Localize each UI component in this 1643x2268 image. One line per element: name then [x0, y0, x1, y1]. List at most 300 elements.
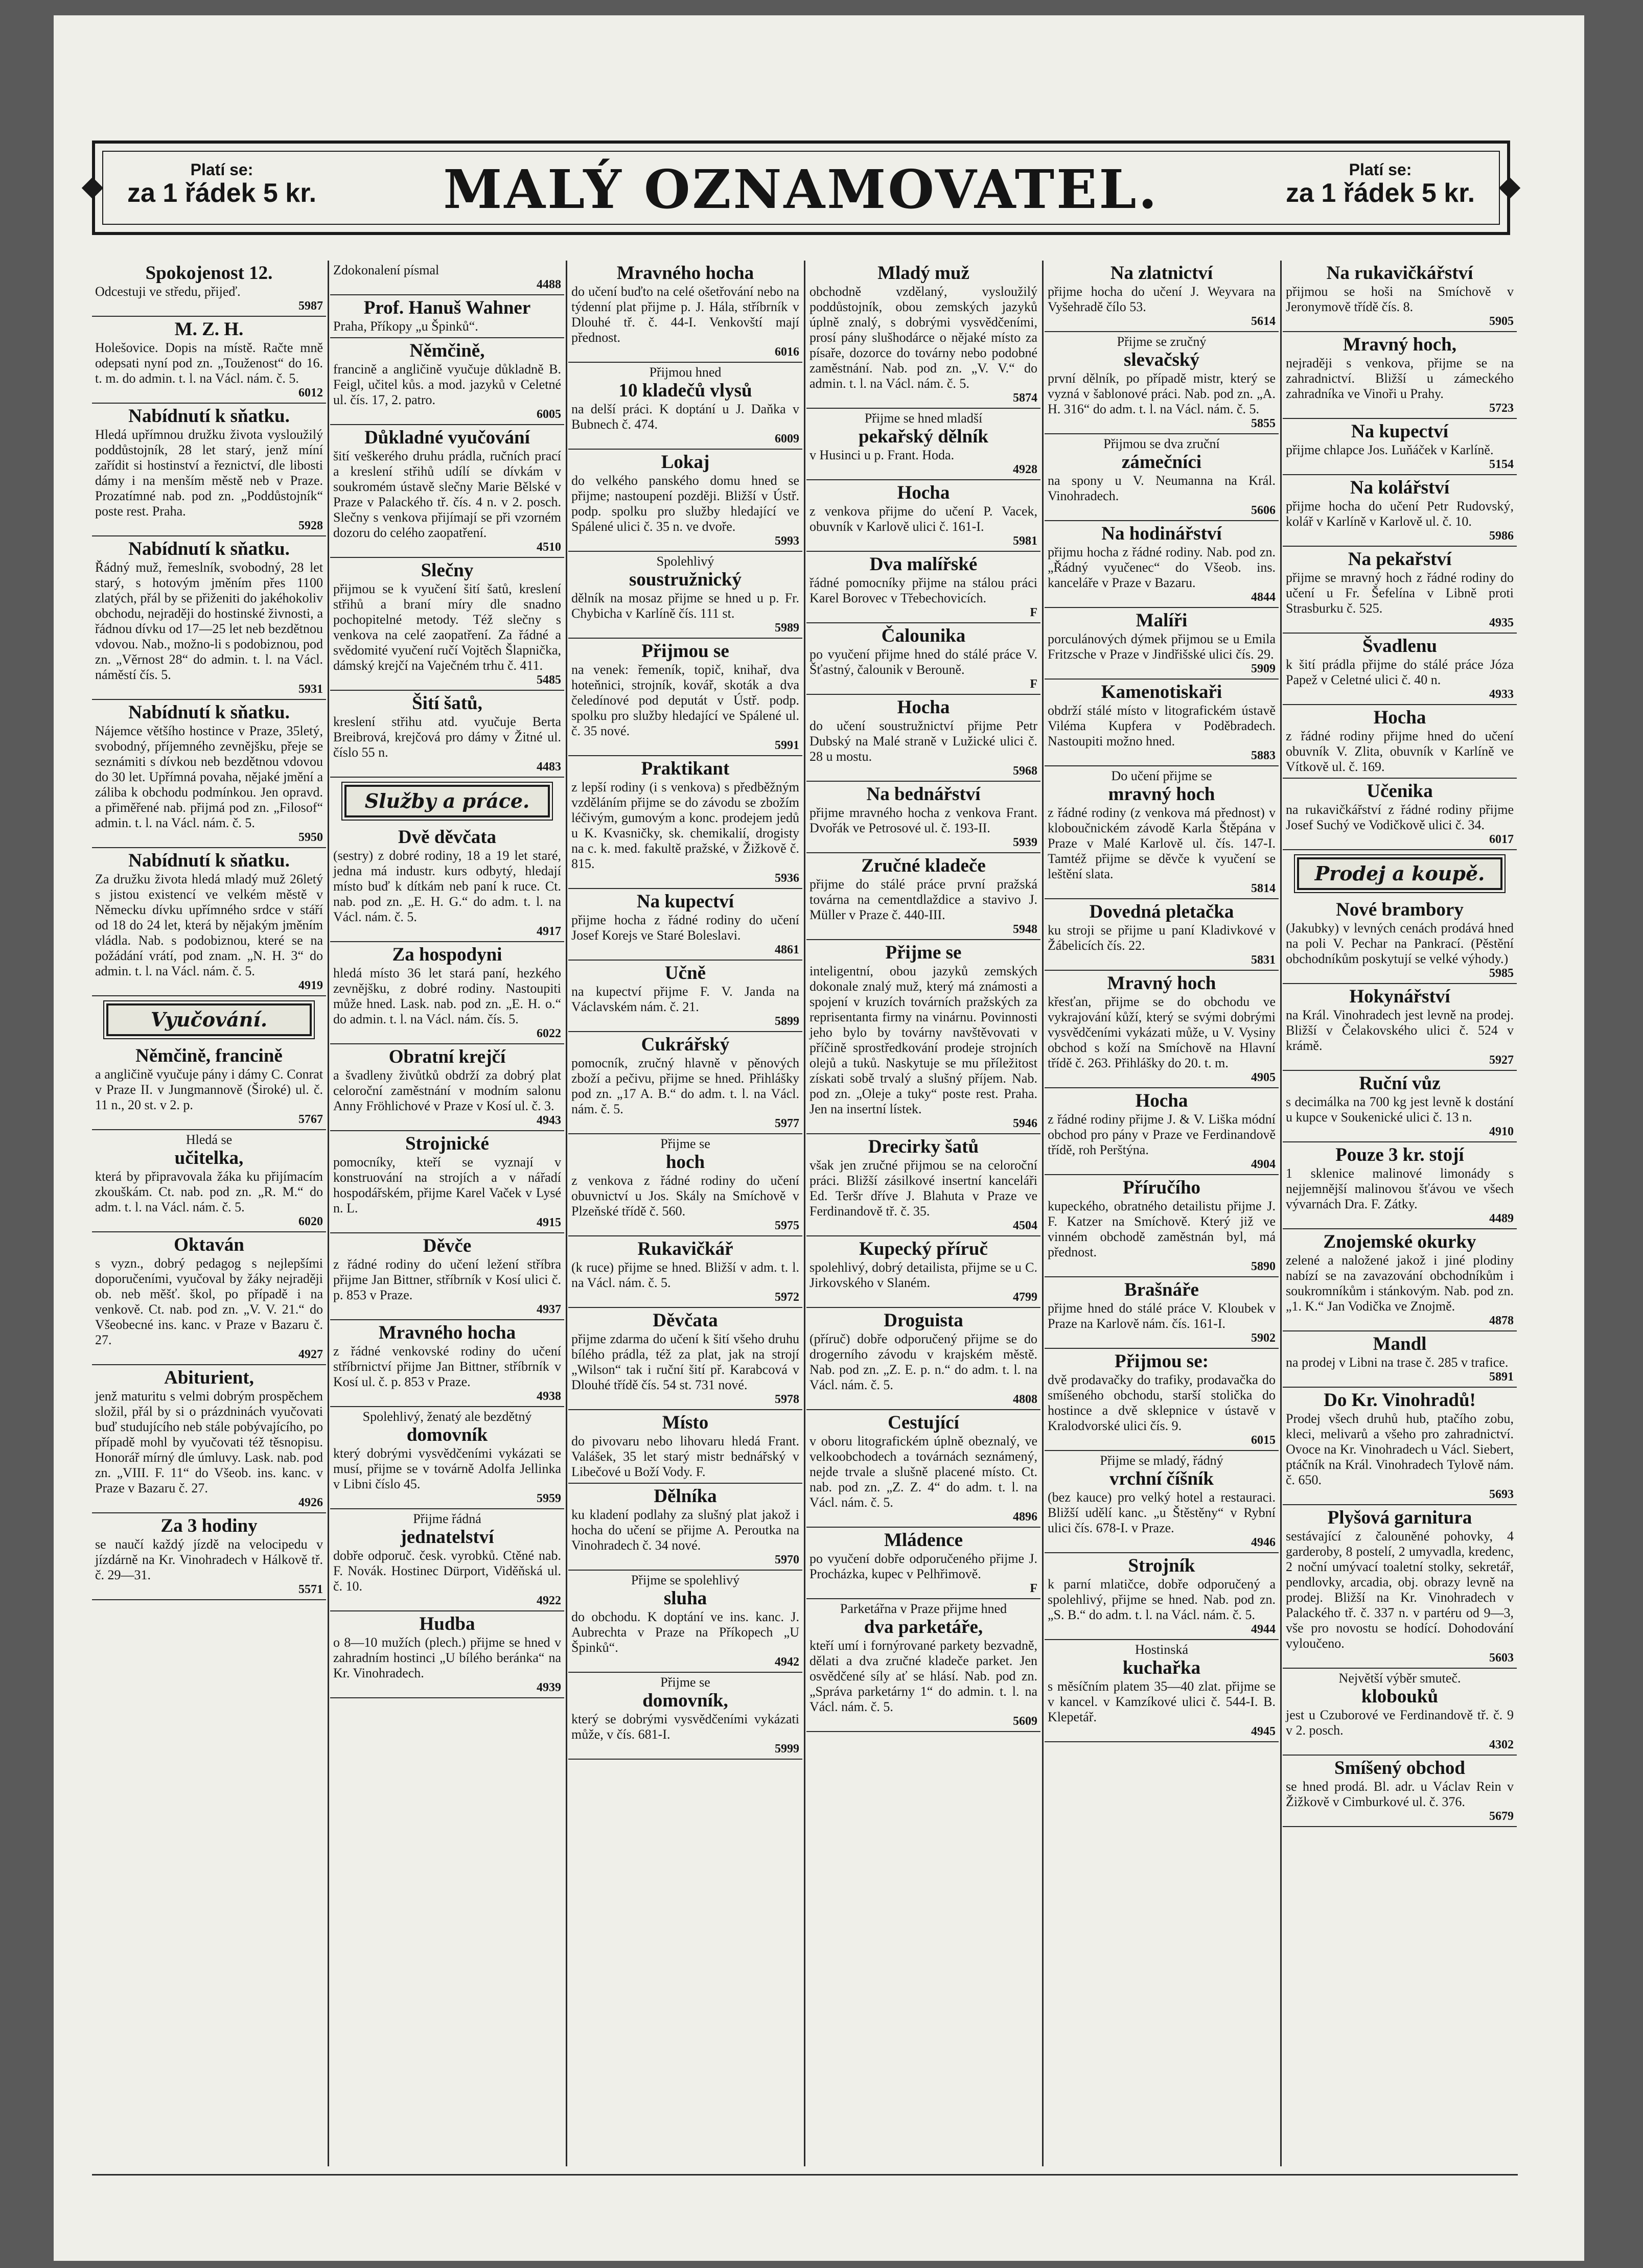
ad-text: křesťan, přijme se do obchodu ve vykrajování kůží, který se svými dobrými vysvědčeními vykázati může, u V. Vysiny obchod s koží na Smíchově na Hlavní třídě č. 263. Přihlášky do 20. t. m. [1048, 994, 1276, 1070]
classified-ad [330, 338, 564, 425]
classified-ad [806, 1134, 1040, 1236]
ad-text: do pivovaru nebo lihovaru hledá Frant. Valášek, 35 let starý mistr bednářský v Libečové u Boží Vody. F. [571, 1434, 799, 1479]
ad-text: z řádné rodiny přijme hned do učení obuvník V. Zlita, obuvník v Karlíně ve Vítkově ul. č. 169. [1286, 729, 1514, 774]
ad-heading: Na hodinářství [1101, 523, 1222, 544]
ad-heading: Dva malířské [869, 554, 978, 575]
ad-subheading: Přijmou hned [649, 365, 722, 380]
ad-text: v oboru litografickém úplně obeznalý, ve velkoobchodech a továrnách seznámený, nejde trvale a slušně placené místo. Ct. nab. pod zn. „Z. Z. 4“ do adm. t. l. na Václ. nám. č. 5. [809, 1434, 1037, 1510]
ad-heading: Pouze 3 kr. stojí [1335, 1144, 1464, 1165]
ad-heading: Hocha [1373, 707, 1426, 728]
ad-number: 6017 [1489, 833, 1514, 846]
classified-ad [1283, 1229, 1517, 1331]
classified-ad [330, 1320, 564, 1407]
ad-number: 6022 [537, 1027, 561, 1040]
classified-ad [1045, 766, 1279, 899]
ad-number: 4926 [298, 1496, 323, 1509]
ad-heading: Důkladné vyučování [364, 427, 530, 448]
classified-ad [806, 1599, 1040, 1732]
ad-number: 5891 [1489, 1370, 1514, 1384]
ad-number: 5679 [1489, 1810, 1514, 1823]
classified-ad [330, 558, 564, 691]
ad-text: 1 sklenice malinové limonády s nejjemnější malinovou šťávou ve všech vývarnách Dra. F. Zátky. [1286, 1166, 1514, 1211]
ad-text: do velkého panského domu hned se přijme; nastoupení později. Bližší v Ústř. podp. spolku pro služby hledající ve Spálené ulici č. 35 n. ve dvoře. [571, 473, 799, 534]
ad-subheading: Přijme se zručný [1117, 334, 1207, 349]
classified-ad [92, 536, 326, 700]
classified-ad [330, 942, 564, 1044]
ad-heading: Mravného hocha [378, 1322, 516, 1343]
ad-text: přijme mravného hocha z venkova Frant. Dvořák ve Petrosové ul. č. 193-II. [809, 805, 1037, 835]
classified-ad [92, 1043, 326, 1130]
masthead-frame [102, 151, 1500, 225]
price-note-left-line1: Platí se: [190, 160, 253, 179]
ad-text: ku stroji se přijme u paní Kladivkové v Žábelicích čís. 22. [1048, 923, 1276, 953]
ad-heading: Znojemské okurky [1323, 1231, 1476, 1252]
ad-heading: Hokynářství [1349, 986, 1450, 1007]
ad-text: který se dobrými vysvědčeními vykázati může, v čís. 681-I. [571, 1712, 799, 1742]
ad-heading: zámečníci [1121, 452, 1202, 473]
ad-number: 5977 [775, 1117, 799, 1130]
ad-number: 5883 [1251, 749, 1276, 762]
ad-number: 5855 [1251, 417, 1276, 430]
ad-number: 6012 [298, 386, 323, 400]
ad-heading: Přijme se [885, 942, 962, 963]
ad-number: 6005 [537, 408, 561, 421]
ad-text: nejraději s venkova, přijme se na zahradnictví. Bližší u zámeckého zahradníka ve Vinoři u Prahy. [1286, 356, 1514, 401]
column-rule [566, 261, 567, 2166]
ad-text: dobře odporuč. česk. vyrobků. Ctěné nab. F. Novák. Hostinec Dürport, Viděňská ul. č. 10. [333, 1548, 561, 1594]
ad-number: 5989 [775, 621, 799, 635]
section-title: MALÝ OZNAMOVATEL. [443, 158, 1159, 221]
ad-heading: Mladý muž [877, 263, 969, 284]
ad-text: do učení buďto na celé ošetřování nebo na týdenní plat přijme p. J. Hála, stříbrník v Dlouhé tř. č. 44-I. Venkovští mají přednost. [571, 284, 799, 345]
classified-ad [1045, 332, 1279, 434]
classified-ad [568, 1410, 802, 1484]
classified-ad [1283, 261, 1517, 332]
ad-text: k parní mlatičce, dobře odporučený a spolehlivý, přijme se hned. Nab. pod zn. „S. B.“ do adm. t. l. na Václ. nám. č. 5. [1048, 1577, 1276, 1622]
ad-heading: Učně [664, 963, 706, 984]
classified-ad [806, 480, 1040, 552]
column-6 [1283, 261, 1517, 2166]
column-rule [1280, 261, 1282, 2166]
ad-text: na Král. Vinohradech jest levně na prodej. Bližší v Čelakovského ulici č. 524 v krámě. [1286, 1008, 1514, 1053]
ad-text: francině a angličině vyučuje důkladně B. Feigl, učitel kůs. a mod. jazyků v Celetné ul. čís. 17, 2. patro. [333, 362, 561, 407]
ad-text: z venkova z řádné rodiny do učení obuvnictví u Jos. Skály na Smíchově v Plzeňské třídě č. 560. [571, 1173, 799, 1219]
classified-ad [806, 623, 1040, 695]
ad-heading: Čalounika [881, 625, 966, 646]
ad-number: 6016 [775, 345, 799, 359]
ad-text: Praha, Příkopy „u Špinků“. [333, 319, 478, 334]
ad-number: 4927 [298, 1348, 323, 1361]
ad-heading: M. Z. H. [174, 319, 244, 340]
ad-text: k šití prádla přijme do stálé práce Józa Papež v Celetné ulici č. 40 n. [1286, 657, 1514, 687]
classified-ad [330, 1611, 564, 1698]
classified-ad [568, 1236, 802, 1308]
ornament-left-icon [82, 177, 103, 198]
ad-text: hledá místo 36 let stará paní, hezkého zevnějšku, z dobré rodiny. Nastoupiti může hned. Lask. nab. pod zn. „E. H. o.“ do admin. t. l. na Václ. nám. čís. 5. [333, 966, 561, 1026]
ad-number: 4939 [537, 1681, 561, 1694]
classified-ad [1283, 1331, 1517, 1388]
ad-number: 5814 [1251, 882, 1276, 895]
ad-heading: kuchařka [1122, 1657, 1201, 1678]
ad-number: 4917 [537, 925, 561, 938]
ad-number: 6015 [1251, 1434, 1276, 1447]
ad-heading: Abiturient, [164, 1367, 254, 1388]
ad-text: přijme se mravný hoch z řádné rodiny do učení u Fr. Šefelína v Libně proti Strasburku č. 525. [1286, 570, 1514, 616]
ad-number: 4937 [537, 1303, 561, 1316]
ad-text: o 8—10 mužích (plech.) přijme se hned v zahradním hostinci „U bílého beránka“ na Kr. Vinohradech. [333, 1635, 561, 1680]
ad-heading: Děvčata [653, 1310, 718, 1331]
ad-number: F [1030, 677, 1037, 691]
ad-number: 5927 [1489, 1054, 1514, 1067]
ad-heading: Na rukavičkářství [1326, 263, 1473, 284]
classified-ad [1283, 984, 1517, 1071]
ad-text: v Husinci u p. Frant. Hoda. [809, 448, 955, 462]
ad-text: Hledá upřímnou družku života vysloužilý poddůstojník, 28 let starý, jenž míní zařídit si hostinství a řeznictví, dle libosti dámy i na menším městě neb v Praze. Prozatímné nab. pod zn. „Poddůstojník“ poste rest. Praha. [95, 427, 323, 519]
classified-ad [1283, 1756, 1517, 1827]
section-banner: Vyučování. [106, 1003, 312, 1036]
ad-subheading: Přijme se hned mladší [864, 411, 983, 426]
ad-text: do obchodu. K doptání ve ins. kanc. J. Aubrechta v Praze na Příkopech „U Špinků“. [571, 1609, 799, 1655]
classified-ad [568, 261, 802, 363]
classified-ad [1045, 261, 1279, 332]
column-rule [804, 261, 805, 2166]
ad-number: 4896 [1013, 1510, 1037, 1524]
ad-heading: Na bednářství [866, 784, 981, 805]
ad-heading: Na kolářství [1350, 477, 1450, 498]
ad-number: 4483 [537, 760, 561, 774]
ad-heading: Strojnické [405, 1133, 489, 1154]
ad-text: přijme zdarma do učení k šití všeho druhu bílého prádla, též za plat, jak na strojí „Wilson“ tak i ruční šití př. Karabcová v Dlouhé třídě čís. 54 st. 731 nové. [571, 1331, 799, 1392]
ad-heading: Smíšený obchod [1334, 1758, 1465, 1779]
ad-heading: Děvče [423, 1235, 472, 1256]
ad-heading: domovník [406, 1424, 488, 1445]
ad-heading: Mravného hocha [616, 263, 754, 284]
classified-ad [330, 1407, 564, 1509]
ad-heading: Za hospodyni [392, 944, 502, 965]
ad-heading: Hocha [897, 482, 950, 503]
classified-ad [330, 691, 564, 778]
ad-number: 4904 [1251, 1158, 1276, 1171]
ad-heading: Nabídnutí k sňatku. [128, 406, 290, 427]
ad-heading: Plyšová garnitura [1327, 1507, 1472, 1528]
ad-heading: Nabídnutí k sňatku. [128, 850, 290, 871]
ad-heading: Cukrářský [641, 1034, 730, 1055]
ad-text: z venkova přijme do učení P. Vacek, obuvník v Karlově ulici č. 161-I. [809, 504, 1037, 534]
ad-text: Řádný muž, řemeslník, svobodný, 28 let starý, s hotovým jměním přes 1100 zlatých, přál by se přiženiti do jakéhokoliv obchodu, nejraději do hostinské živnosti, a řádnou dívku od 17—25 let neb bezdětnou vdovou. Nab., možno-li s podobiznou, pod zn. „Věrnost 28“ do admin. t. l. na Václ. náměstí čís. 5. [95, 560, 323, 682]
ad-text: na delší práci. K doptání u J. Daňka v Bubnech č. 474. [571, 402, 799, 432]
ad-text: po vyučení přijme hned do stálé práce V. Šťastný, čalounik v Berouně. [809, 647, 1037, 677]
ad-number: 5905 [1489, 315, 1514, 328]
ad-number: 4905 [1251, 1071, 1276, 1084]
ad-heading: Zručné kladeče [861, 855, 986, 876]
ad-number: 5931 [298, 683, 323, 696]
ad-number: 5890 [1251, 1260, 1276, 1273]
classified-ad [568, 363, 802, 450]
ad-text: řádné pomocníky přijme na stálou práci Karel Borovec v Třebechovicích. [809, 575, 1037, 605]
ad-number: 5978 [775, 1393, 799, 1406]
classified-ad [568, 889, 802, 961]
ad-subheading: Přijme se [660, 1136, 710, 1151]
ad-number: 4504 [1013, 1219, 1037, 1232]
ad-number: F [1030, 1582, 1037, 1595]
ad-heading: Přijmou se: [1115, 1351, 1209, 1372]
classified-ad [568, 1673, 802, 1760]
ad-heading: vrchní číšník [1109, 1468, 1214, 1489]
ad-number: 5902 [1251, 1331, 1276, 1345]
classified-ad [1045, 608, 1279, 680]
ad-number: 4510 [537, 541, 561, 554]
ad-heading: sluha [663, 1588, 707, 1609]
ad-number: 5959 [537, 1492, 561, 1505]
classified-ad [92, 1365, 326, 1513]
ad-text: která by připravovala žáka ku přijímacím zkouškám. Ct. nab. pod zn. „R. M.“ do adm. t. l. na Václ. nám. č. 5. [95, 1169, 323, 1214]
ad-text: (bez kauce) pro velký hotel a restauraci. Bližší udělí kanc. „u Štěstěny“ v Rybní ulici čís. 678-I. v Praze. [1048, 1490, 1276, 1535]
ad-number: 5723 [1489, 402, 1514, 415]
price-note-left-line2: za 1 řádek 5 kr. [127, 178, 317, 208]
ad-heading: Mandl [1373, 1334, 1427, 1354]
ad-text: který dobrými vysvědčeními vykázati se musí, přijme se v továrně Adolfa Jellinka v Libni číslo 45. [333, 1446, 561, 1491]
ad-text: z řádné venkovské rodiny do učení stříbrnictví přijme Jan Bittner, stříbrník v Kosí ul. č. p. 853 v Praze. [333, 1344, 561, 1389]
ad-number: 4933 [1489, 688, 1514, 701]
ad-number: 5999 [775, 1742, 799, 1756]
ad-subheading: Hostinská [1135, 1642, 1188, 1657]
ad-heading: 10 kladečů vlysů [618, 380, 752, 401]
classified-ad [1283, 1505, 1517, 1669]
classified-ad [806, 782, 1040, 853]
ad-text: porculánových dýmek přijmou se u Emila Fritzsche v Praze v Jindřišské ulici čís. 29. [1048, 632, 1276, 662]
classified-ad [92, 1513, 326, 1600]
ad-heading: Hudba [419, 1614, 475, 1634]
ad-heading: Drecirky šatů [868, 1136, 979, 1157]
ad-heading: Rukavičkář [637, 1238, 733, 1259]
column-1 [92, 261, 326, 2166]
ad-text: kreslení střihu atd. vyučuje Berta Breibrová, krejčová pro dámy v Žitné ul. číslo 55 n. [333, 714, 561, 760]
ad-text: s decimálka na 700 kg jest levně k dostání u kupce v Soukenické ulici č. 13 n. [1286, 1094, 1514, 1125]
ad-heading: Brašnáře [1124, 1279, 1199, 1300]
classified-ad [1045, 680, 1279, 766]
ad-heading: Hocha [897, 697, 950, 718]
ad-text: přijmu hocha z řádné rodiny. Nab. pod zn. „Řádný vyučenec“ do Všeob. ins. kanceláře v Praze v Bazaru. [1048, 545, 1276, 590]
ad-text: na rukavičkářství z řádné rodiny přijme Josef Suchý ve Vodičkově ulici č. 34. [1286, 802, 1514, 832]
ad-number: 4928 [1013, 463, 1037, 476]
ad-number: 5693 [1489, 1488, 1514, 1501]
ad-number: 5948 [1013, 923, 1037, 936]
classified-ad [568, 961, 802, 1032]
ad-subheading: Hledá se [186, 1132, 233, 1147]
ad-heading: Slečny [421, 560, 474, 581]
ad-text: přijme hocha do učení Petr Rudovský, kolář v Karlíně v Karlově ul. č. 10. [1286, 499, 1514, 529]
ad-heading: Na pekařství [1348, 549, 1452, 570]
classified-ad [1045, 971, 1279, 1088]
classified-ad [330, 1044, 564, 1131]
price-note-right-line1: Platí se: [1349, 160, 1412, 179]
ad-text: po vyučení dobře odporučeného přijme J. Procházka, kupec v Pelhřimově. [809, 1551, 1037, 1581]
classified-ad [806, 261, 1040, 409]
ad-number: 5928 [298, 519, 323, 532]
classified-ad [806, 1528, 1040, 1599]
ad-heading: dva parketáře, [864, 1617, 983, 1638]
ad-heading: Droguista [884, 1310, 963, 1331]
ad-text: jenž maturitu s velmi dobrým prospěchem složil, přál by si o prázdninách vyučovati buď studujícího neb stále pobývajícího, po případě mohl by vyučovati též těsnopisu. Honorář mírný dle úmluvy. Lask. nab. pod zn. „VIII. F. 11“ do Všeob. ins. kanc. v Praze v Bazaru č. 27. [95, 1389, 323, 1495]
classified-ad [1283, 475, 1517, 547]
classified-ad [330, 295, 564, 338]
ad-number: 4942 [775, 1655, 799, 1669]
ad-number: 5991 [775, 739, 799, 752]
classified-ad [330, 1131, 564, 1233]
ad-subheading: Spolehlivý, ženatý ale bezdětný [362, 1409, 532, 1424]
ad-number: 4938 [537, 1390, 561, 1403]
classified-ad [568, 450, 802, 552]
classified-ad [1045, 1088, 1279, 1175]
ad-subheading: Spolehlivý [656, 554, 714, 569]
ad-number: 5899 [775, 1015, 799, 1028]
ad-number: 4943 [537, 1114, 561, 1127]
ad-text: na prodej v Libni na trase č. 285 v trafice. [1286, 1355, 1509, 1370]
ad-heading: učitelka, [174, 1148, 244, 1168]
classified-ad [92, 848, 326, 996]
classified-ad [1045, 1277, 1279, 1349]
classified-ad [1045, 1175, 1279, 1277]
ad-text: kupeckého, obratného detailistu přijme J. F. Katzer na Smíchově. Který již ve vinném obchodě zaměstnán byl, má přednost. [1048, 1199, 1276, 1259]
classified-ad [330, 1233, 564, 1320]
ad-heading: Učenika [1367, 781, 1433, 802]
ad-text: však jen zručné přijmou se na celoroční práci. Bližší zásilkové insertní kanceláři Ed. Teršr dříve J. Blahuta v Praze ve Ferdinandově tř. č. 35. [809, 1158, 1037, 1219]
ad-number: 6020 [298, 1215, 323, 1228]
ad-number: 5909 [1251, 662, 1276, 675]
ad-heading: Švadlenu [1362, 636, 1437, 657]
ad-heading: Nabídnutí k sňatku. [128, 539, 290, 559]
ad-subheading: Přijme řádná [413, 1511, 481, 1526]
classified-ad [1045, 521, 1279, 608]
classified-ad [1045, 899, 1279, 971]
ad-heading: Strojník [1128, 1555, 1195, 1576]
ad-number: 4489 [1489, 1212, 1514, 1225]
classified-ad [568, 1308, 802, 1410]
classified-ad [92, 1130, 326, 1232]
ad-text: přijme hocha do učení J. Weyvara na Vyšehradě čílo 53. [1048, 284, 1276, 314]
classified-ad [1045, 1553, 1279, 1640]
classified-ad [1045, 1349, 1279, 1451]
ad-text: Nájemce většího hostince v Praze, 35letý, svobodný, příjemného zevnějšku, přeje se seznámiti s dívkou neb bezdětnou vdovou do 30 let. Upřímná povaha, nějaké jmění a záliba k obchodu podmínkou. Jen opravd. a přiměřené nab. přijmá pod zn. „Filosof“ admin. t. l. na Václ. nám. č. 5. [95, 723, 323, 830]
ad-number: 5972 [775, 1291, 799, 1304]
ad-subheading: Parketářna v Praze přijme hned [840, 1601, 1007, 1616]
ad-text: obdrží stálé místo v litografickém ústavě Viléma Kupfera v Poděbradech. Nastoupiti možno hned. [1048, 703, 1276, 749]
classified-ad [330, 825, 564, 942]
ad-text: z lepší rodiny (i s venkova) s předběžným vzděláním přijme se do závodu se zbožím léčivým, gumovým a konc. prodejem jedů u K. Kvasničky, sk. chemikalií, drogisty na c. k. med. fakultě pražské, v Žižkově č. 815. [571, 780, 799, 871]
ad-text: na spony u V. Neumanna na Král. Vinohradech. [1048, 473, 1276, 503]
ad-text: (Jakubky) v levných cenách prodává hned na poli V. Pechar na Pankrací. (Pěstění obchodníkům poskytují se velké výhody.) [1286, 921, 1514, 966]
ad-text: sestávající z čalouněné pohovky, 4 garderoby, 8 postelí, 2 umyvadla, kredenc, 2 noční umývací toaletní stolky, sekretář, pendlovky, arcadia, obj. obrazy levně na prodej. Bližší na Kr. Vinohradech v Palackého tř. č. 337 n. v partéru od 9—3, vše pro novostu se hodící. Dohodování vyloučeno. [1286, 1529, 1514, 1651]
ad-number: 4302 [1489, 1738, 1514, 1751]
classified-ad [806, 1410, 1040, 1528]
ad-number: 4944 [1251, 1623, 1276, 1636]
ad-heading: Lokaj [661, 452, 710, 473]
ad-number: 5936 [775, 872, 799, 885]
ad-heading: Němčině, [409, 340, 485, 361]
ad-text: Prodej všech druhů hub, ptačího zobu, kleci, melivarů a všeho pro zahradnictví. Ovoce na Kr. Vinohradech u Václ. Siebert, ptáčník na Král. Vinohradech Tylově nám. č. 650. [1286, 1411, 1514, 1487]
classified-ad [1283, 1669, 1517, 1756]
column-5 [1045, 261, 1279, 2166]
classified-ad [568, 1484, 802, 1571]
classified-ad [1283, 1071, 1517, 1142]
ad-heading: Za 3 hodiny [160, 1515, 258, 1536]
price-note-right-line2: za 1 řádek 5 kr. [1285, 178, 1475, 208]
ad-text: se hned prodá. Bl. adr. u Václav Rein v Žižkově v Cimburkové ul. č. 376. [1286, 1779, 1514, 1809]
classified-ad [92, 1232, 326, 1365]
ad-text: přijmou se k vyučení šití šatů, kreslení střihů a braní míry dle snadno pochopitelné metody. Též slečny s venkova na celé zaopatření. Za řádné a svědomité vyučení ručí Vojtěch Šlapnička, dámský krejčí na Vaječném trhu č. 411. [333, 581, 561, 673]
ad-number: 5939 [1013, 836, 1037, 849]
ad-text: jest u Czuborové ve Ferdinandově tř. č. 9 v 2. posch. [1286, 1708, 1514, 1738]
ad-heading: Na zlatnictví [1110, 263, 1213, 284]
classified-columns [92, 261, 1518, 2166]
ad-heading: Nabídnutí k sňatku. [128, 702, 290, 723]
ad-heading: Dvě děvčata [398, 827, 497, 848]
ad-heading: Na kupectví [1351, 421, 1449, 442]
ad-heading: Šití šatů, [412, 693, 482, 714]
ad-number: 5946 [1013, 1117, 1037, 1130]
classified-ad [806, 695, 1040, 782]
ad-number: 5767 [298, 1113, 323, 1126]
price-note-left [114, 161, 329, 207]
classified-ad [92, 317, 326, 404]
price-note-right [1273, 161, 1488, 207]
ad-heading: Obratní krejčí [388, 1046, 506, 1067]
ad-number: 5614 [1251, 315, 1276, 328]
ad-heading: Dovedná pletačka [1089, 901, 1234, 922]
ad-heading: Hocha [1135, 1090, 1188, 1111]
ad-heading: hoch [665, 1152, 705, 1173]
ad-text: spolehlivý, dobrý detailista, přijme se u C. Jirkovského v Slaném. [809, 1260, 1037, 1290]
masthead [92, 141, 1510, 235]
classified-ad [568, 552, 802, 639]
ad-text: Zdokonalení písmal [333, 263, 439, 277]
ad-text: s vyzn., dobrý pedagog s nejlepšími doporučeními, vyučoval by žáky nejraději ob. neb měšť. škol, po případě i na venkově. Ct. nab. pod zn. „V. V. 21.“ do Všeobecné ins. kanc. v Praze v Bazaru č. 27. [95, 1256, 323, 1347]
ad-heading: Místo [662, 1412, 709, 1433]
ad-heading: Ruční vůz [1359, 1073, 1441, 1094]
ad-heading: Kamenotiskaři [1101, 682, 1222, 703]
ad-number: 4946 [1251, 1536, 1276, 1549]
ad-number: 5975 [775, 1219, 799, 1232]
ad-number: 5831 [1251, 953, 1276, 967]
ad-number: 5485 [537, 673, 561, 687]
classified-ad [568, 1134, 802, 1236]
classified-ad [1045, 434, 1279, 521]
ad-number: 4935 [1489, 616, 1514, 629]
ad-heading: Cestující [888, 1412, 959, 1433]
ad-subheading: Do učení přijme se [1111, 768, 1212, 783]
ad-heading: klobouků [1361, 1686, 1439, 1707]
ad-number: 4919 [298, 979, 323, 992]
classified-ad [1283, 634, 1517, 705]
ad-text: inteligentní, obou jazyků zemských dokonale znalý muž, který má známosti a spojení v kruzích továrních pražských za reprisentanta firmy na vinárnu. Povinnosti jeho bylo by továrny navštěvovati v příčině sprostředkování prodeje strojních olejů a tuků. Naskytuje se mu příležitost získati sobě trvalý a slušný příjem. Nab. pod zn. „Oleje a tuky“ poste rest. Praha. Jen na insertní lístek. [809, 964, 1037, 1116]
ad-heading: Mládence [884, 1530, 963, 1551]
classified-ad [330, 425, 564, 558]
ad-number: 5986 [1489, 529, 1514, 543]
ad-text: z řádné rodiny do učení ležení stříbra přijme Jan Bittner, stříbrník v Kosí ulici č. p. 853 v Praze. [333, 1257, 561, 1302]
classified-ad [1283, 1142, 1517, 1229]
ad-text: do učení soustružnictví přijme Petr Dubský na Malé straně v Lužické ulici č. 28 u mostu. [809, 718, 1037, 764]
ornament-right-icon [1499, 177, 1520, 198]
classified-ad [568, 639, 802, 756]
bottom-rule [92, 2174, 1518, 2176]
ad-heading: domovník, [642, 1690, 728, 1711]
ad-heading: Malíři [1136, 610, 1188, 631]
classified-ad [92, 404, 326, 536]
ad-text: a švadleny živůtků obdrží za dobrý plat celoroční zaměstnání v modním salonu Anny Fröhlichové v Praze v Kosí ul. č. 3. [333, 1068, 561, 1113]
classified-ad [1283, 705, 1517, 779]
ad-text: z řádné rodiny přijme J. & V. Liška módní obchod pro pány v Praze ve Ferdinandově třídě, roh Perštýna. [1048, 1112, 1276, 1157]
classified-ad [806, 853, 1040, 940]
